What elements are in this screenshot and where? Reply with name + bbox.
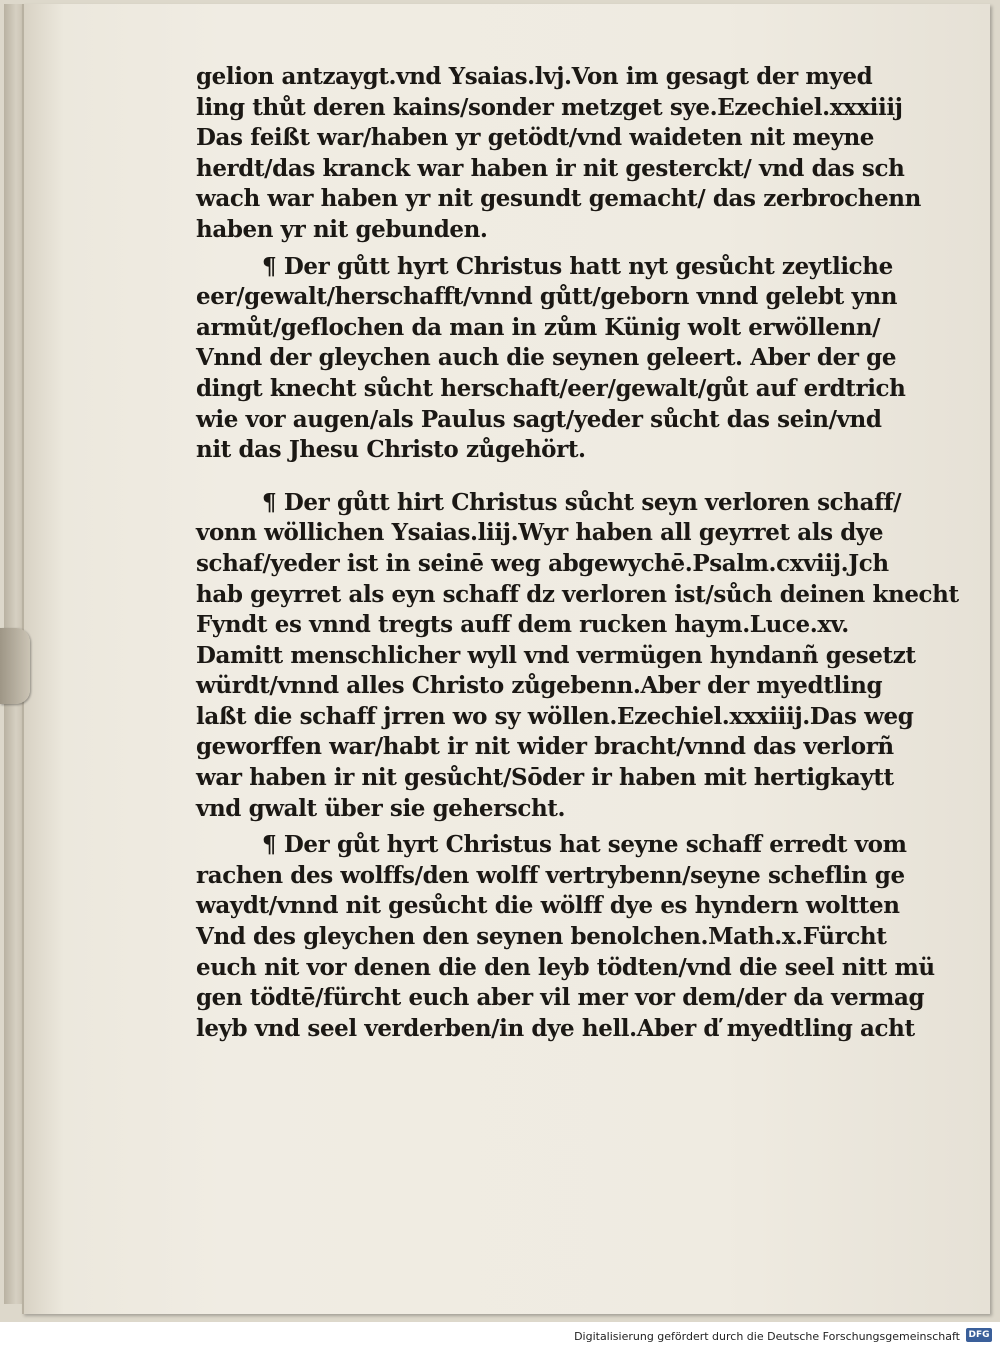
text-line: Das feißt war/haben yr getödt/vnd waideten nit meyne: [196, 124, 875, 152]
paragraph-4: [196, 830, 935, 1044]
text-line: ¶ Der gůtt hirt Christus sůcht seyn verloren schaff/: [262, 488, 902, 516]
text-line: herdt/das kranck war haben ir nit gesterckt/ vnd das sch: [196, 154, 905, 182]
text-line: haben yr nit gebunden.: [196, 215, 488, 243]
text-line: nit das Jhesu Christo zůgehört.: [196, 436, 586, 464]
text-line: ling thůt deren kains/sonder metzget sye.Ezechiel.xxxiiij: [196, 93, 903, 121]
text-line: schaf/yeder ist in seinē weg abgewychē.Psalm.cxviij.Jch: [196, 549, 889, 577]
text-line: waydt/vnnd nit gesůcht die wölff dye es hyndern woltten: [196, 892, 900, 920]
book-clasp: [0, 628, 30, 704]
text-line: rachen des wolffs/den wolff vertrybenn/seyne scheflin ge: [196, 861, 905, 889]
text-line: geworffen war/habt ir nit wider bracht/vnnd das verlorñ: [196, 733, 894, 761]
text-line: Damitt menschlicher wyll vnd vermügen hyndanñ gesetzt: [196, 641, 916, 669]
text-block: [196, 62, 959, 1044]
text-line: ¶ Der gůtt hyrt Christus hatt nyt gesůcht zeytliche: [262, 252, 893, 280]
text-line: gen tödtē/fürcht euch aber vil mer vor dem/der da vermag: [196, 984, 925, 1012]
text-line: Vnnd der gleychen auch die seynen geleert. Aber der ge: [196, 344, 897, 372]
text-line: hab geyrret als eyn schaff dz verloren ist/sůch deinen knecht: [196, 580, 959, 608]
text-line: wach war haben yr nit gesundt gemacht/ das zerbrochenn: [196, 185, 921, 213]
text-line: armůt/geflochen da man in zům Künig wolt erwöllenn/: [196, 313, 881, 341]
dfg-logo: DFG: [966, 1328, 992, 1342]
text-line: würdt/vnnd alles Christo zůgebenn.Aber der myedtling: [196, 672, 883, 700]
text-line: gelion antzaygt.vnd Ysaias.lvj.Von im gesagt der myed: [196, 63, 873, 90]
text-line: Vnd des gleychen den seynen benolchen.Math.x.Fürcht: [196, 923, 887, 951]
paragraph-3: [196, 488, 959, 825]
text-line: Fyndt es vnnd tregts auff dem rucken haym.Luce.xv.: [196, 611, 849, 639]
text-line: vonn wöllichen Ysaias.liij.Wyr haben all geyrret als dye: [196, 519, 884, 547]
text-line: eer/gewalt/herschafft/vnnd gůtt/geborn vnnd gelebt ynn: [196, 283, 898, 311]
text-line: wie vor augen/als Paulus sagt/yeder sůcht das sein/vnd: [196, 405, 882, 433]
paragraph-2: [196, 252, 906, 466]
text-line: leyb vnd seel verderben/in dye hell.Aber ď myedtling acht: [196, 1014, 915, 1042]
paragraph-1: [196, 62, 921, 246]
text-line: war haben ir nit gesůcht/Sōder ir haben mit hertigkaytt: [196, 764, 894, 792]
text-line: euch nit vor denen die den leyb tödten/vnd die seel nitt mü: [196, 953, 935, 981]
text-line: ¶ Der gůt hyrt Christus hat seyne schaff erredt vom: [262, 831, 907, 859]
text-line: laßt die schaff jrren wo sy wöllen.Ezechiel.xxxiiij.Das weg: [196, 702, 914, 730]
text-line: vnd gwalt über sie geherscht.: [196, 794, 566, 822]
text-line: dingt knecht sůcht herschaft/eer/gewalt/gůt auf erdtrich: [196, 374, 906, 402]
funding-credit: Digitalisierung gefördert durch die Deutsche Forschungsgemeinschaft: [574, 1330, 960, 1343]
footer-bar: [0, 1322, 1000, 1351]
